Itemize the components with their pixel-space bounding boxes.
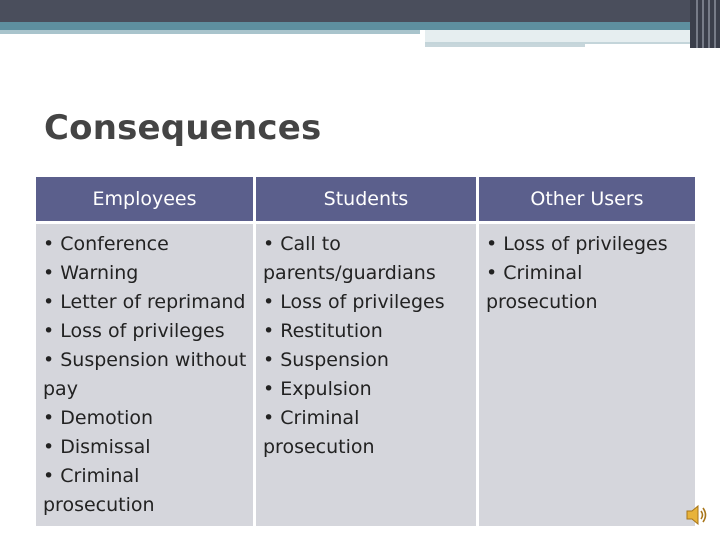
list-item: • Criminal prosecution xyxy=(263,407,375,458)
list-item: • Warning xyxy=(43,262,139,284)
header-students: Students xyxy=(255,177,478,223)
list-item: • Suspension xyxy=(263,349,389,371)
list-item: • Call to parents/guardians xyxy=(263,233,436,284)
list-item: • Criminal prosecution xyxy=(43,465,155,516)
corner-lines xyxy=(692,0,720,48)
list-item: • Expulsion xyxy=(263,378,372,400)
students-cell xyxy=(255,223,478,527)
accent-stripe-light xyxy=(0,30,420,34)
header-employees: Employees xyxy=(36,177,255,223)
list-item: • Loss of privileges xyxy=(43,320,225,342)
speaker-icon[interactable] xyxy=(684,502,710,528)
list-item: • Conference xyxy=(43,233,169,255)
list-item: • Suspension without pay xyxy=(43,349,247,400)
list-item: • Dismissal xyxy=(43,436,151,458)
list-item: • Criminal prosecution xyxy=(486,262,598,313)
employees-cell xyxy=(36,223,255,527)
consequences-table xyxy=(36,177,695,526)
table-row xyxy=(36,223,695,527)
list-item: • Letter of reprimand xyxy=(43,291,246,313)
accent-stripe-pale xyxy=(425,30,690,44)
list-item: • Restitution xyxy=(263,320,383,342)
list-item: • Demotion xyxy=(43,407,154,429)
list-item: • Loss of privileges xyxy=(263,291,445,313)
header-other-users: Other Users xyxy=(478,177,696,223)
other-users-cell xyxy=(478,223,696,527)
accent-stripe-thin xyxy=(425,44,585,47)
table-header-row xyxy=(36,177,695,223)
slide-title: Consequences xyxy=(44,108,322,148)
list-item: • Loss of privileges xyxy=(486,233,668,255)
accent-stripe xyxy=(0,22,690,30)
top-bar xyxy=(0,0,720,22)
